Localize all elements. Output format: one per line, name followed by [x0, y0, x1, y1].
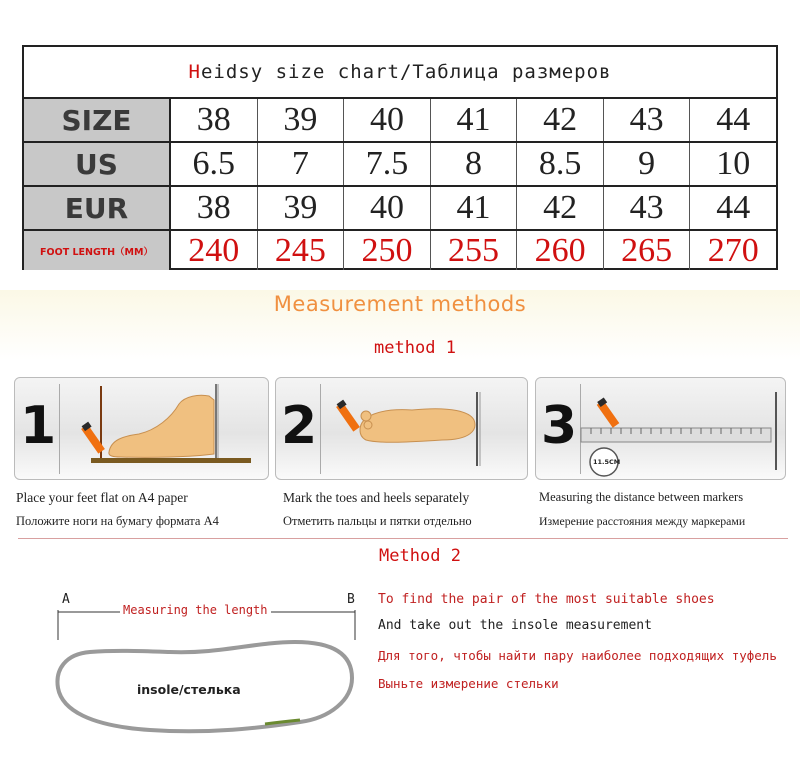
step2-panel: [275, 377, 528, 480]
foot-top-illustration: [322, 378, 527, 479]
step1-caption-ru: Положите ноги на бумагу формата А4: [16, 514, 219, 528]
table-cell: 270: [707, 231, 759, 269]
method1-title: method 1: [374, 338, 456, 358]
row-header-size: SIZE: [24, 99, 171, 141]
table-cell: 8.5: [517, 143, 604, 185]
table-row-us: [24, 141, 776, 185]
step1-number: 1: [20, 396, 57, 456]
step2-caption-en: Mark the toes and heels separately: [283, 490, 470, 505]
table-cell: 9: [604, 143, 691, 185]
step3-caption-en: Measuring the distance between markers: [539, 490, 744, 504]
title-brand-initial: H: [188, 61, 201, 83]
table-row-eur: [24, 185, 776, 229]
table-cell: 39: [258, 187, 345, 229]
measuring-length-label: Measuring the length: [120, 603, 271, 617]
method2-title: Method 2: [379, 546, 461, 566]
table-cell: 44: [716, 101, 751, 138]
table-cell: 260: [517, 231, 604, 270]
table-cell: 43: [604, 187, 691, 229]
point-a-label: A: [62, 592, 70, 607]
table-cell: 38: [171, 99, 258, 141]
divider: [320, 384, 321, 474]
method2-line-3: Для того, чтобы найти пару наиболее подходящих туфель: [378, 648, 777, 663]
step3-panel: [535, 377, 786, 480]
title-text: eidsy size chart/Таблица размеров: [200, 61, 612, 83]
table-cell: 41: [431, 99, 518, 141]
step1-caption-en: Place your feet flat on A4 paper: [16, 490, 188, 505]
table-cell: 250: [344, 231, 431, 270]
row-header-us: US: [24, 143, 171, 185]
table-cell: 7.5: [344, 143, 431, 185]
table-cell: 39: [258, 99, 345, 141]
divider: [59, 384, 60, 474]
section-divider: [18, 538, 788, 539]
point-b-label: B: [347, 592, 355, 607]
table-row-foot-length: [24, 229, 776, 270]
table-cell: 38: [171, 187, 258, 229]
method2-line-2: And take out the insole measurement: [378, 618, 652, 633]
table-cell: 44: [716, 189, 751, 226]
step1-panel: [14, 377, 269, 480]
step2-caption-ru: Отметить пальцы и пятки отдельно: [283, 514, 472, 528]
row-header-eur: EUR: [24, 187, 171, 229]
table-cell: 265: [604, 231, 691, 270]
size-chart-table: [22, 45, 778, 270]
row-header-foot-length: FOOT LENGTH（MM）: [24, 231, 171, 270]
table-cell: 40: [344, 99, 431, 141]
table-cell: 7: [258, 143, 345, 185]
ruler-measurement-label: 11.5CM: [593, 458, 621, 466]
table-cell: 10: [716, 145, 751, 182]
step3-caption-ru: Измерение расстояния между маркерами: [539, 514, 746, 528]
insole-label: insole/стелька: [137, 682, 241, 697]
table-row-size: [24, 97, 776, 141]
size-chart-title: [24, 47, 776, 97]
table-cell: 40: [344, 187, 431, 229]
table-cell: 255: [431, 231, 518, 270]
table-cell: 240: [171, 231, 258, 270]
method2-line-1: To find the pair of the most suitable shoes: [378, 592, 715, 607]
method2-line-4: Выньте измерение стельки: [378, 676, 559, 691]
step3-number: 3: [541, 396, 578, 456]
measurement-title: Measurement methods: [273, 292, 527, 316]
table-cell: 43: [604, 99, 691, 141]
foot-side-illustration: [61, 378, 266, 479]
table-cell: 42: [517, 99, 604, 141]
table-cell: 245: [258, 231, 345, 270]
table-cell: 41: [431, 187, 518, 229]
table-cell: 6.5: [171, 143, 258, 185]
table-cell: 42: [517, 187, 604, 229]
step2-number: 2: [281, 396, 318, 456]
table-cell: 8: [431, 143, 518, 185]
